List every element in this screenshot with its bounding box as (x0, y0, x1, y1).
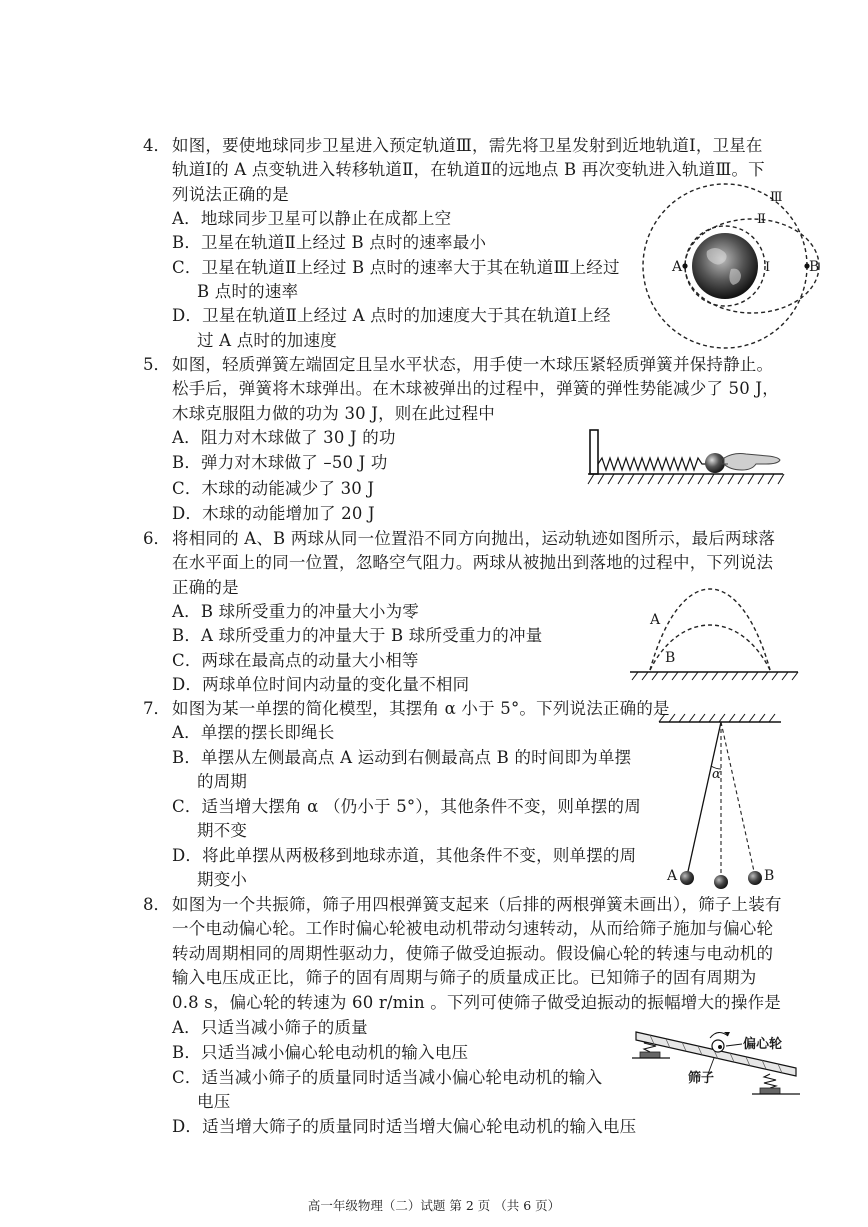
label-b: B (764, 868, 775, 884)
option-a: A．只适当减小筛子的质量 (172, 1018, 368, 1037)
label-b: B (665, 650, 676, 666)
ground-hatch (632, 672, 798, 680)
question-stem-line: 木球克服阻力做的功为 30 J，则在此过程中 (172, 404, 495, 423)
bob-b (748, 871, 762, 885)
option-c: C．适当增大摆角 α （仍小于 5°），其他条件不变，则单摆的周 (172, 797, 641, 816)
option-b-continued: 的周期 (197, 772, 248, 791)
right-spring (764, 1074, 776, 1088)
orbit-diagram (635, 185, 820, 345)
question-stem-line: 转动周期相同的周期性驱动力，使筛子做受迫振动。假设偏心轮的转速与电动机的 (172, 944, 774, 963)
pendulum-string-left (687, 722, 721, 876)
option-d: D．将此单摆从两极移到地球赤道，其他条件不变，则单摆的周 (172, 846, 637, 865)
label-sieve: 筛子 (688, 1071, 715, 1086)
ceiling-hatch (659, 714, 775, 722)
left-base (640, 1052, 660, 1058)
question-number: 6． (143, 529, 170, 548)
label-orbit-iii: Ⅲ (770, 190, 783, 205)
option-a: A．阻力对木球做了 30 J 的功 (172, 428, 396, 447)
option-d-continued: 期变小 (197, 870, 248, 889)
option-c: C．适当减小筛子的质量同时适当减小偏心轮电动机的输入 (172, 1068, 603, 1087)
question-number: 4． (143, 136, 170, 155)
option-b: B．弹力对木球做了 –50 J 功 (172, 453, 388, 472)
question-stem-line: 如图，要使地球同步卫星进入预定轨道Ⅲ，需先将卫星发射到近地轨道Ⅰ，卫星在 (172, 136, 763, 155)
label-orbit-i: Ⅰ (765, 260, 771, 275)
bob-center (714, 875, 728, 889)
option-b: B．单摆从左侧最高点 A 运动到右侧最高点 B 的时间即为单摆 (172, 748, 632, 767)
wall (590, 430, 598, 474)
option-c-continued: B 点时的速率 (197, 282, 299, 301)
eccentric-wheel (712, 1040, 724, 1052)
question-stem-line: 正确的是 (172, 578, 239, 597)
eccentric-wheel-hub (718, 1045, 722, 1049)
label-alpha: α (712, 767, 721, 782)
question-number: 5． (143, 355, 170, 374)
option-c: C．木球的动能减少了 30 J (172, 479, 375, 498)
question-stem-line: 如图为某一单摆的简化模型，其摆角 α 小于 5°。下列说法正确的是 (172, 699, 670, 718)
page-footer: 高一年级物理（二）试题 第 2 页 （共 6 页） (307, 1198, 561, 1213)
hand-icon (724, 454, 780, 471)
label-a: A (667, 868, 678, 884)
question-stem-line: 0.8 s，偏心轮的转速为 60 r/min 。下列可使筛子做受迫振动的振幅增大的操作是 (172, 993, 781, 1012)
option-b: B．A 球所受重力的冲量大于 B 球所受重力的冲量 (172, 626, 543, 645)
option-a: A．B 球所受重力的冲量大小为零 (172, 602, 419, 621)
earth (692, 233, 758, 299)
question-stem-line: 将相同的 A、B 两球从同一位置沿不同方向抛出，运动轨迹如图所示，最后两球落 (172, 529, 776, 548)
label-orbit-ii: Ⅱ (757, 212, 766, 227)
option-d: D．适当增大筛子的质量同时适当增大偏心轮电动机的输入电压 (172, 1117, 637, 1136)
question-number: 8． (143, 895, 170, 914)
question-stem-line: 在水平面上的同一位置，忽略空气阻力。两球从被抛出到落地的过程中，下列说法 (172, 553, 774, 572)
option-c-continued: 电压 (197, 1092, 231, 1111)
option-b: B．只适当减小偏心轮电动机的输入电压 (172, 1043, 469, 1062)
option-b: B．卫星在轨道Ⅱ上经过 B 点时的速率最小 (172, 233, 487, 252)
right-base (760, 1088, 780, 1094)
spring (598, 458, 706, 470)
ground-hatch (588, 474, 784, 484)
option-a: A．地球同步卫星可以静止在成都上空 (172, 209, 452, 228)
bob-a (680, 871, 694, 885)
point-a (682, 263, 687, 268)
question-number: 7． (143, 699, 170, 718)
option-d-continued: 过 A 点时的加速度 (197, 331, 337, 350)
option-c-continued: 期不变 (197, 821, 248, 840)
option-a: A．单摆的摆长即绳长 (172, 723, 335, 742)
spring-ball-diagram (588, 428, 793, 494)
question-stem-line: 松手后，弹簧将木球弹出。在木球被弹出的过程中，弹簧的弹性势能减少了 50 J， (172, 379, 779, 398)
option-d: D．木球的动能增加了 20 J (172, 504, 375, 523)
pendulum-diagram (655, 714, 785, 894)
option-d: D．卫星在轨道Ⅱ上经过 A 点时的加速度大于其在轨道Ⅰ上经 (172, 306, 611, 325)
label-a: A (672, 259, 683, 275)
question-stem-line: 一个电动偏心轮。工作时偏心轮被电动机带动匀速转动，从而给筛子施加与偏心轮 (172, 919, 774, 938)
wheel-leader (726, 1044, 742, 1046)
question-stem-line: 如图，轻质弹簧左端固定且呈水平状态，用手使一木球压紧轻质弹簧并保持静止。 (172, 355, 774, 374)
question-stem-line: 列说法正确的是 (172, 185, 289, 204)
label-b: B (809, 259, 820, 275)
question-stem-line: 轨道Ⅰ的 A 点变轨进入转移轨道Ⅱ，在轨道Ⅱ的远地点 B 再次变轨进入轨道Ⅲ。下 (172, 160, 765, 179)
vibrating-sieve-diagram (630, 1022, 802, 1098)
label-wheel: 偏心轮 (743, 1037, 783, 1052)
projectile-diagram (630, 582, 800, 682)
option-c: C．两球在最高点的动量大小相等 (172, 651, 419, 670)
question-stem-line: 如图为一个共振筛，筛子用四根弹簧支起来（后排的两根弹簧未画出），筛子上装有 (172, 895, 782, 914)
option-d: D．两球单位时间内动量的变化量不相同 (172, 675, 470, 694)
label-a: A (650, 612, 661, 628)
pendulum-string-right (721, 722, 755, 876)
question-stem-line: 输入电压成正比，筛子的固有周期与筛子的质量成正比。已知筛子的固有周期为 (172, 968, 757, 987)
option-c: C．卫星在轨道Ⅱ上经过 B 点时的速率大于其在轨道Ⅲ上经过 (172, 258, 620, 277)
